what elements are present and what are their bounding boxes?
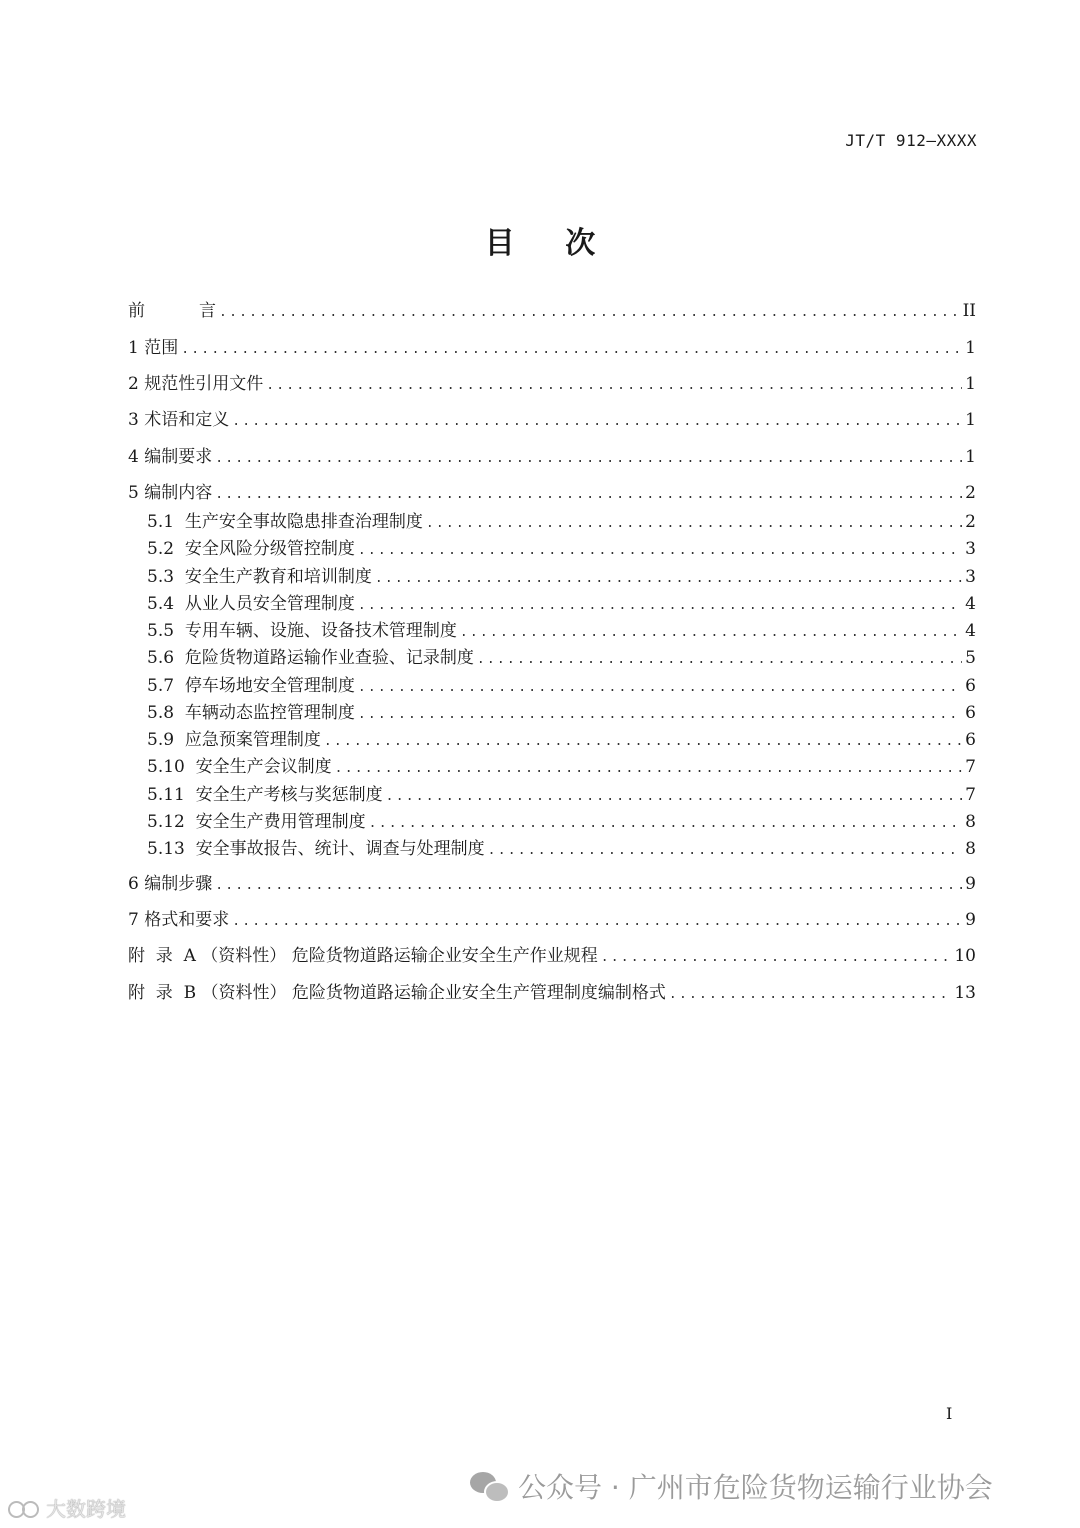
toc-subentry-5-10[interactable] <box>147 755 976 779</box>
corner-watermark <box>8 1493 126 1522</box>
toc-dot-leader <box>488 839 963 863</box>
toc-entry-page: 1 <box>965 447 976 467</box>
toc-entry-label: 附 录 B （资料性） 危险货物道路运输企业安全生产管理制度编制格式 <box>128 983 666 1003</box>
toc-entry-appendix-b[interactable] <box>128 981 976 1005</box>
toc-entry-label: 5.10 安全生产会议制度 <box>147 757 332 777</box>
toc-entry-label: 附 录 A （资料性） 危险货物道路运输企业安全生产作业规程 <box>128 946 598 966</box>
toc-subentry-5-11[interactable] <box>147 783 976 807</box>
toc-entry-content[interactable] <box>128 481 976 505</box>
toc-entry-foreword[interactable] <box>128 299 976 323</box>
toc-dot-leader <box>460 621 962 645</box>
toc-subentry-5-6[interactable] <box>147 646 976 670</box>
wechat-icon <box>470 1470 510 1502</box>
toc-entry-appendix-a[interactable] <box>128 944 976 968</box>
toc-entry-normative-references[interactable] <box>128 372 976 396</box>
toc-entry-format[interactable] <box>128 908 976 932</box>
toc-entry-page: 9 <box>965 910 976 930</box>
toc-dot-leader <box>477 648 962 672</box>
toc-entry-page: 6 <box>965 730 976 750</box>
toc-entry-label: 5.7 停车场地安全管理制度 <box>147 676 355 696</box>
toc-entry-page: 1 <box>965 410 976 430</box>
toc-entry-page: 8 <box>965 839 976 859</box>
toc-dot-leader <box>358 539 962 563</box>
toc-subentry-5-13[interactable] <box>147 837 976 861</box>
toc-subentry-5-8[interactable] <box>147 701 976 725</box>
toc-entry-label: 4 编制要求 <box>128 447 213 467</box>
page-number: I <box>946 1404 953 1423</box>
toc-entry-label: 5 编制内容 <box>128 483 213 503</box>
page-title: 目 次 <box>484 226 596 261</box>
toc-entry-page: 4 <box>965 594 976 614</box>
toc-dot-leader <box>669 983 951 1007</box>
toc-dot-leader <box>232 410 962 434</box>
toc-dot-leader <box>386 785 963 809</box>
corner-watermark-text: 大数跨境 <box>46 1497 126 1521</box>
toc-subentry-5-5[interactable] <box>147 619 976 643</box>
toc-entry-label: 5.13 安全事故报告、统计、调查与处理制度 <box>147 839 485 859</box>
toc-dot-leader <box>215 874 962 898</box>
toc-entry-label: 2 规范性引用文件 <box>128 374 264 394</box>
toc-entry-label: 7 格式和要求 <box>128 910 230 930</box>
toc-dot-leader <box>375 567 962 591</box>
toc-dot-leader <box>358 703 962 727</box>
toc-entry-label: 5.8 车辆动态监控管理制度 <box>147 703 355 723</box>
toc-dot-leader <box>426 512 962 536</box>
toc-subentry-5-12[interactable] <box>147 810 976 834</box>
toc-dot-leader <box>219 301 960 325</box>
toc-entry-page: II <box>962 301 976 321</box>
logo-icon <box>8 1498 42 1518</box>
toc-entry-label: 5.9 应急预案管理制度 <box>147 730 321 750</box>
toc-entry-page: 7 <box>965 757 976 777</box>
toc-dot-leader <box>358 676 962 700</box>
toc-entry-label: 5.1 生产安全事故隐患排查治理制度 <box>147 512 423 532</box>
toc-entry-label: 前 言 <box>128 301 217 321</box>
toc-entry-page: 13 <box>954 983 976 1003</box>
toc-entry-label: 6 编制步骤 <box>128 874 213 894</box>
toc-dot-leader <box>215 483 962 507</box>
toc-entry-page: 2 <box>965 512 976 532</box>
toc-dot-leader <box>335 757 963 781</box>
toc-entry-label: 5.11 安全生产考核与奖惩制度 <box>147 785 383 805</box>
toc-dot-leader <box>266 374 962 398</box>
toc-entry-page: 2 <box>965 483 976 503</box>
toc-entry-page: 3 <box>965 539 976 559</box>
toc-entry-page: 6 <box>965 676 976 696</box>
toc-entry-page: 6 <box>965 703 976 723</box>
toc-entry-label: 5.3 安全生产教育和培训制度 <box>147 567 372 587</box>
toc-entry-page: 10 <box>954 946 976 966</box>
toc-dot-leader <box>324 730 962 754</box>
toc-entry-page: 5 <box>965 648 976 668</box>
toc-entry-label: 5.5 专用车辆、设施、设备技术管理制度 <box>147 621 457 641</box>
toc-entry-steps[interactable] <box>128 872 976 896</box>
toc-entry-requirements[interactable] <box>128 445 976 469</box>
toc-subentry-5-2[interactable] <box>147 537 976 561</box>
toc-entry-label: 1 范围 <box>128 338 179 358</box>
toc-dot-leader <box>232 910 962 934</box>
toc-entry-page: 4 <box>965 621 976 641</box>
toc-subentry-5-1[interactable] <box>147 510 976 534</box>
toc-entry-page: 1 <box>965 338 976 358</box>
toc-entry-label: 3 术语和定义 <box>128 410 230 430</box>
toc-entry-label: 5.6 危险货物道路运输作业查验、记录制度 <box>147 648 474 668</box>
toc-entry-label: 5.12 安全生产费用管理制度 <box>147 812 366 832</box>
toc-dot-leader <box>358 594 962 618</box>
toc-entry-terms[interactable] <box>128 408 976 432</box>
toc-entry-page: 1 <box>965 374 976 394</box>
toc-dot-leader <box>369 812 963 836</box>
toc-dot-leader <box>181 338 962 362</box>
toc-entry-label: 5.4 从业人员安全管理制度 <box>147 594 355 614</box>
toc-entry-scope[interactable] <box>128 336 976 360</box>
toc-subentry-5-3[interactable] <box>147 565 976 589</box>
toc-entry-label: 5.2 安全风险分级管控制度 <box>147 539 355 559</box>
toc-subentry-5-4[interactable] <box>147 592 976 616</box>
toc-dot-leader <box>601 946 952 970</box>
toc-dot-leader <box>215 447 962 471</box>
account-watermark <box>470 1466 993 1506</box>
toc-entry-page: 3 <box>965 567 976 587</box>
toc-subentry-5-7[interactable] <box>147 674 976 698</box>
standard-code: JT/T 912—XXXX <box>845 131 977 150</box>
toc-subentry-5-9[interactable] <box>147 728 976 752</box>
watermark-text: 公众号 · 广州市危险货物运输行业协会 <box>518 1471 993 1504</box>
toc-entry-page: 9 <box>965 874 976 894</box>
toc-entry-page: 8 <box>965 812 976 832</box>
toc-entry-page: 7 <box>965 785 976 805</box>
